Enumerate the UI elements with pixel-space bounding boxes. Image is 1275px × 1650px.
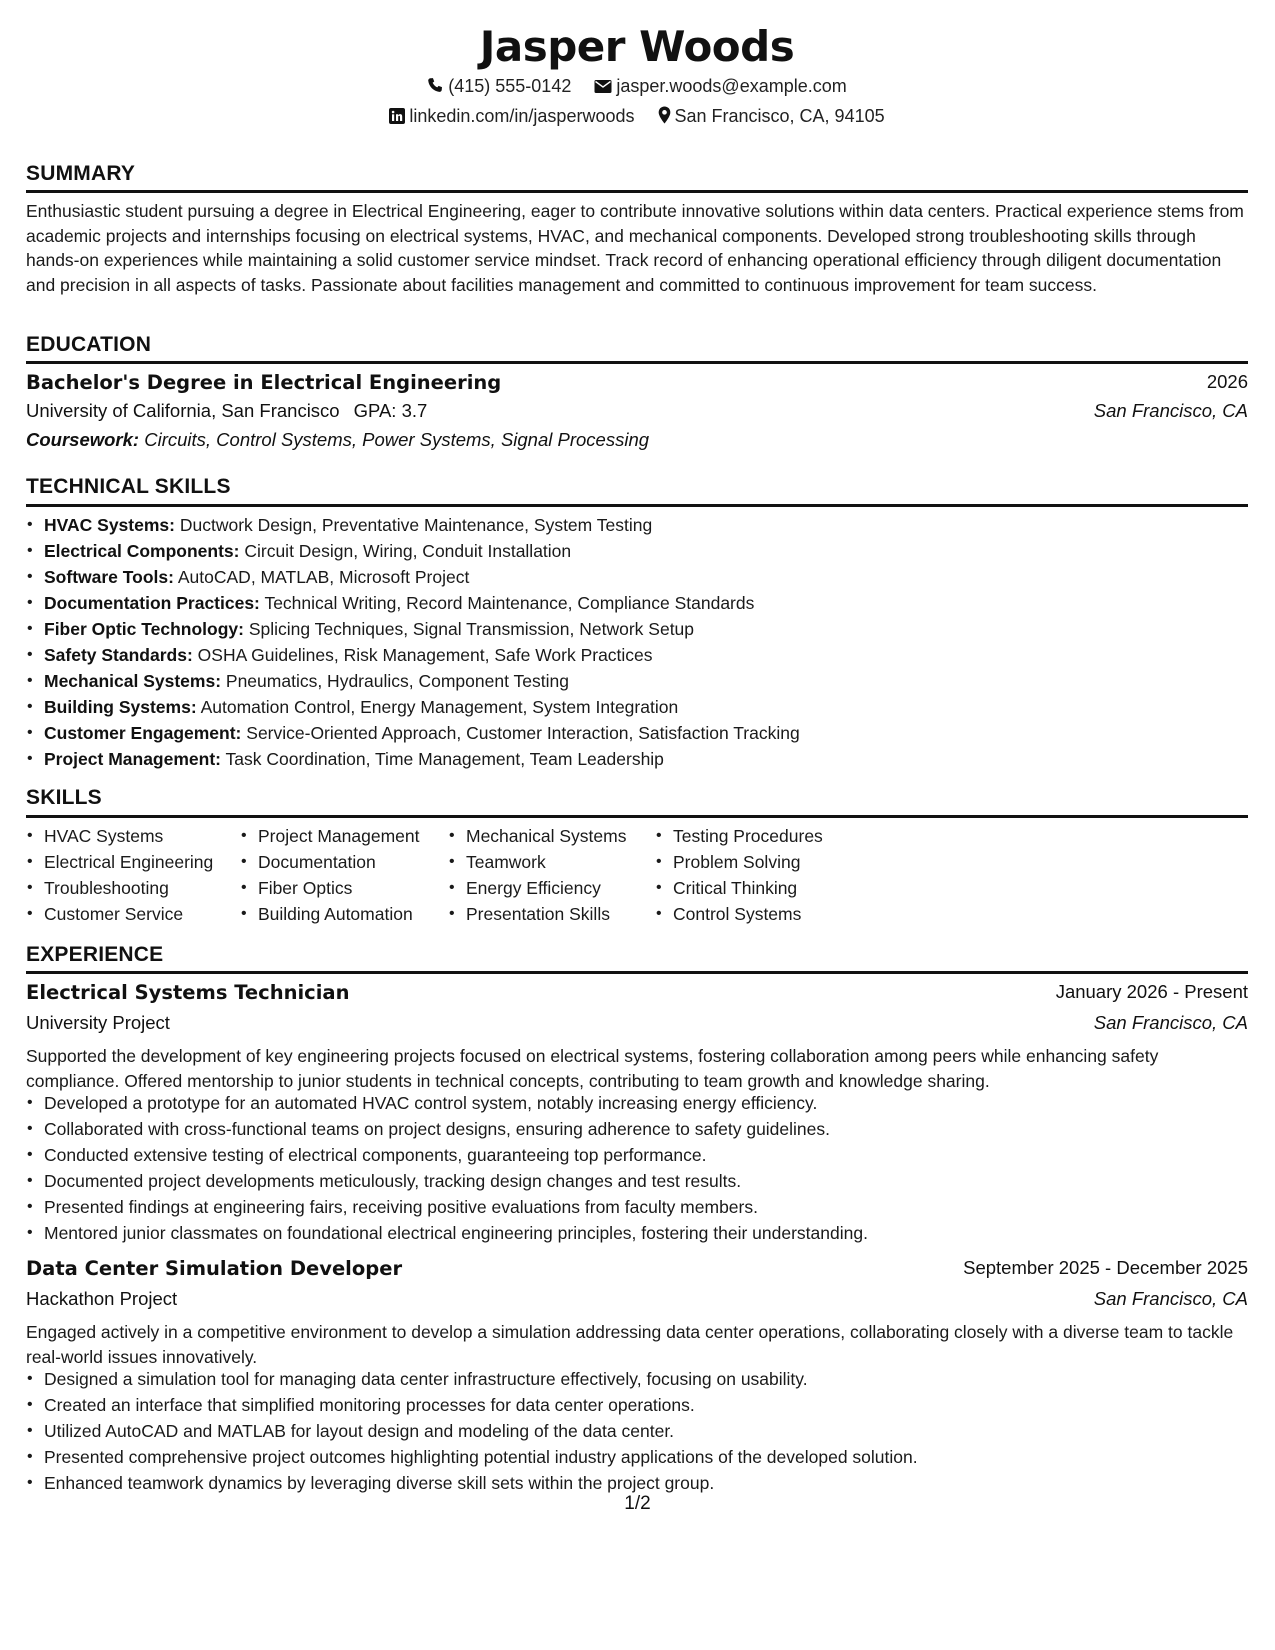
job-title: Data Center Simulation Developer — [26, 1257, 403, 1280]
phone-item — [427, 76, 571, 97]
section-divider — [26, 815, 1248, 818]
school-location: San Francisco, CA — [1093, 400, 1248, 421]
job-bullets — [26, 1090, 1266, 1246]
technical-skill-label: Fiber Optic Technology: — [44, 619, 244, 639]
technical-skill-label: HVAC Systems: — [44, 515, 175, 535]
job-bullet: • Presented comprehensive project outcomes highlighting potential industry applications of the developed solution. — [44, 1444, 1266, 1470]
technical-skill-item — [44, 538, 1266, 564]
job-summary: Supported the development of key engineering projects focused on electrical systems, fostering collaboration among peers while enhancing safety compliance. Offered mentorship to junior students in technical concepts, contributing to team growth and knowledge sharing. — [26, 1046, 1159, 1091]
education-school-row — [26, 400, 1248, 426]
linkedin-icon — [389, 108, 405, 124]
technical-skill-value: Circuit Design, Wiring, Conduit Installation — [244, 541, 572, 561]
skill-item: • Fiber Optics — [258, 875, 419, 901]
skill-item: • Troubleshooting — [44, 875, 213, 901]
phone-text: (415) 555-0142 — [448, 76, 572, 96]
technical-skill-value: Task Coordination, Time Management, Team Leadership — [225, 749, 664, 769]
skill-item: • Teamwork — [466, 849, 626, 875]
job-org-row — [26, 1012, 1248, 1038]
technical-skill-value: Splicing Techniques, Signal Transmission, Network Setup — [248, 619, 695, 639]
job-bullet: • Enhanced teamwork dynamics by leveraging diverse skill sets within the project group. — [44, 1470, 1266, 1496]
skill-item: • HVAC Systems — [44, 823, 213, 849]
technical-skill-label: Customer Engagement: — [44, 723, 242, 743]
job-bullet: • Designed a simulation tool for managing data center infrastructure effectively, focusing on usability. — [44, 1366, 1266, 1392]
summary-text: Enthusiastic student pursuing a degree in Electrical Engineering, eager to contribute innovative solutions within data centers. Practical experience stems from academic projects and internships focusing on electrical systems, HVAC, and mechanical components. Developed strong troubleshooting skills through hands-on experiences while maintaining a solid customer service mindset. Track record of enhancing operational efficiency through diligent documentation and precision in all aspects of tasks. Passionate about facilities management and committed to continuous improvement for team success. — [26, 201, 1244, 295]
job-header-row — [26, 981, 1248, 1007]
section-divider — [26, 971, 1248, 974]
section-title-education: EDUCATION — [26, 333, 152, 356]
job-summary: Engaged actively in a competitive environment to develop a simulation addressing data center operations, collaborating closely with a diverse team to tackle real-world issues innovatively. — [26, 1322, 1234, 1367]
skills-column — [26, 823, 213, 927]
coursework-row — [26, 429, 1248, 455]
skill-item: • Control Systems — [673, 901, 823, 927]
technical-skill-item — [44, 668, 1266, 694]
technical-skill-value: OSHA Guidelines, Risk Management, Safe Work Practices — [197, 645, 653, 665]
technical-skill-value: AutoCAD, MATLAB, Microsoft Project — [177, 567, 470, 587]
section-title-technical-skills: TECHNICAL SKILLS — [26, 475, 231, 498]
linkedin-text: linkedin.com/in/jasperwoods — [409, 106, 635, 126]
section-title-experience: EXPERIENCE — [26, 943, 164, 966]
page-number: 1/2 — [624, 1493, 651, 1514]
job-bullet: • Developed a prototype for an automated HVAC control system, notably increasing energy efficiency. — [44, 1090, 1266, 1116]
technical-skill-value: Service-Oriented Approach, Customer Interaction, Satisfaction Tracking — [246, 723, 800, 743]
skills-column — [655, 823, 823, 927]
job-dates: January 2026 - Present — [1055, 981, 1248, 1002]
skill-item: • Presentation Skills — [466, 901, 626, 927]
technical-skill-label: Documentation Practices: — [44, 593, 260, 613]
skill-item: • Documentation — [258, 849, 419, 875]
technical-skill-item — [44, 642, 1266, 668]
job-dates: September 2025 - December 2025 — [963, 1257, 1248, 1278]
degree-name: Bachelor's Degree in Electrical Engineering — [26, 371, 502, 394]
technical-skill-label: Building Systems: — [44, 697, 197, 717]
skill-item: • Project Management — [258, 823, 419, 849]
job-organization: University Project — [26, 1012, 170, 1033]
candidate-name: Jasper Woods — [479, 22, 795, 71]
technical-skill-item — [44, 746, 1266, 772]
section-divider — [26, 504, 1248, 507]
job-bullet: • Created an interface that simplified monitoring processes for data center operations. — [44, 1392, 1266, 1418]
coursework-line — [26, 429, 649, 451]
skill-item: • Testing Procedures — [673, 823, 823, 849]
contact-row-2 — [26, 106, 1248, 127]
job-bullet: • Conducted extensive testing of electrical components, guaranteeing top performance. — [44, 1142, 1266, 1168]
job-bullet: • Collaborated with cross-functional teams on project designs, ensuring adherence to safety guidelines. — [44, 1116, 1266, 1142]
technical-skill-item — [44, 720, 1266, 746]
map-pin-icon — [658, 106, 671, 124]
technical-skill-value: Ductwork Design, Preventative Maintenance, System Testing — [179, 515, 653, 535]
section-title-summary: SUMMARY — [26, 162, 136, 185]
job-bullet: • Utilized AutoCAD and MATLAB for layout design and modeling of the data center. — [44, 1418, 1266, 1444]
location-item — [658, 106, 885, 127]
gpa: GPA: 3.7 — [353, 400, 428, 421]
skill-item: • Energy Efficiency — [466, 875, 626, 901]
technical-skill-item — [44, 694, 1266, 720]
skill-item: • Mechanical Systems — [466, 823, 626, 849]
linkedin-item — [389, 106, 634, 127]
coursework-list: Circuits, Control Systems, Power Systems, Signal Processing — [144, 429, 650, 450]
skill-item: • Building Automation — [258, 901, 419, 927]
skills-column — [240, 823, 419, 927]
email-item — [594, 76, 846, 97]
technical-skill-item — [44, 564, 1266, 590]
job-bullet: • Documented project developments meticulously, tracking design changes and test results. — [44, 1168, 1266, 1194]
coursework-label: Coursework: — [26, 429, 140, 450]
technical-skill-label: Project Management: — [44, 749, 221, 769]
graduation-year: 2026 — [1206, 371, 1248, 392]
technical-skill-value: Technical Writing, Record Maintenance, Compliance Standards — [264, 593, 755, 613]
skill-item: • Problem Solving — [673, 849, 823, 875]
job-title: Electrical Systems Technician — [26, 981, 350, 1004]
technical-skills-list — [26, 512, 1266, 772]
skill-item: • Electrical Engineering — [44, 849, 213, 875]
email-text: jasper.woods@example.com — [616, 76, 847, 96]
technical-skill-item — [44, 616, 1266, 642]
phone-icon — [427, 77, 444, 94]
job-bullets — [26, 1366, 1266, 1496]
contact-row-1 — [26, 76, 1248, 97]
skill-item: • Critical Thinking — [673, 875, 823, 901]
school-name: University of California, San Francisco — [26, 400, 340, 421]
resume-page — [26, 0, 1248, 1650]
envelope-icon — [594, 79, 612, 94]
job-bullet: • Mentored junior classmates on foundational electrical engineering principles, fostering their understanding. — [44, 1220, 1266, 1246]
section-title-skills: SKILLS — [26, 786, 102, 809]
location-text: San Francisco, CA, 94105 — [674, 106, 885, 126]
job-bullet: • Presented findings at engineering fairs, receiving positive evaluations from faculty members. — [44, 1194, 1266, 1220]
technical-skill-value: Automation Control, Energy Management, System Integration — [200, 697, 679, 717]
job-org-row — [26, 1288, 1248, 1314]
job-location: San Francisco, CA — [1093, 1012, 1248, 1033]
technical-skill-item — [44, 512, 1266, 538]
school-line — [26, 400, 427, 422]
skills-column — [448, 823, 626, 927]
section-divider — [26, 190, 1248, 193]
technical-skill-label: Software Tools: — [44, 567, 174, 587]
technical-skill-label: Electrical Components: — [44, 541, 240, 561]
technical-skill-item — [44, 590, 1266, 616]
technical-skill-label: Safety Standards: — [44, 645, 193, 665]
job-location: San Francisco, CA — [1093, 1288, 1248, 1309]
job-organization: Hackathon Project — [26, 1288, 178, 1309]
skill-item: • Customer Service — [44, 901, 213, 927]
technical-skill-value: Pneumatics, Hydraulics, Component Testing — [225, 671, 569, 691]
education-degree-row — [26, 371, 1248, 397]
job-header-row — [26, 1257, 1248, 1283]
section-divider — [26, 361, 1248, 364]
technical-skill-label: Mechanical Systems: — [44, 671, 222, 691]
